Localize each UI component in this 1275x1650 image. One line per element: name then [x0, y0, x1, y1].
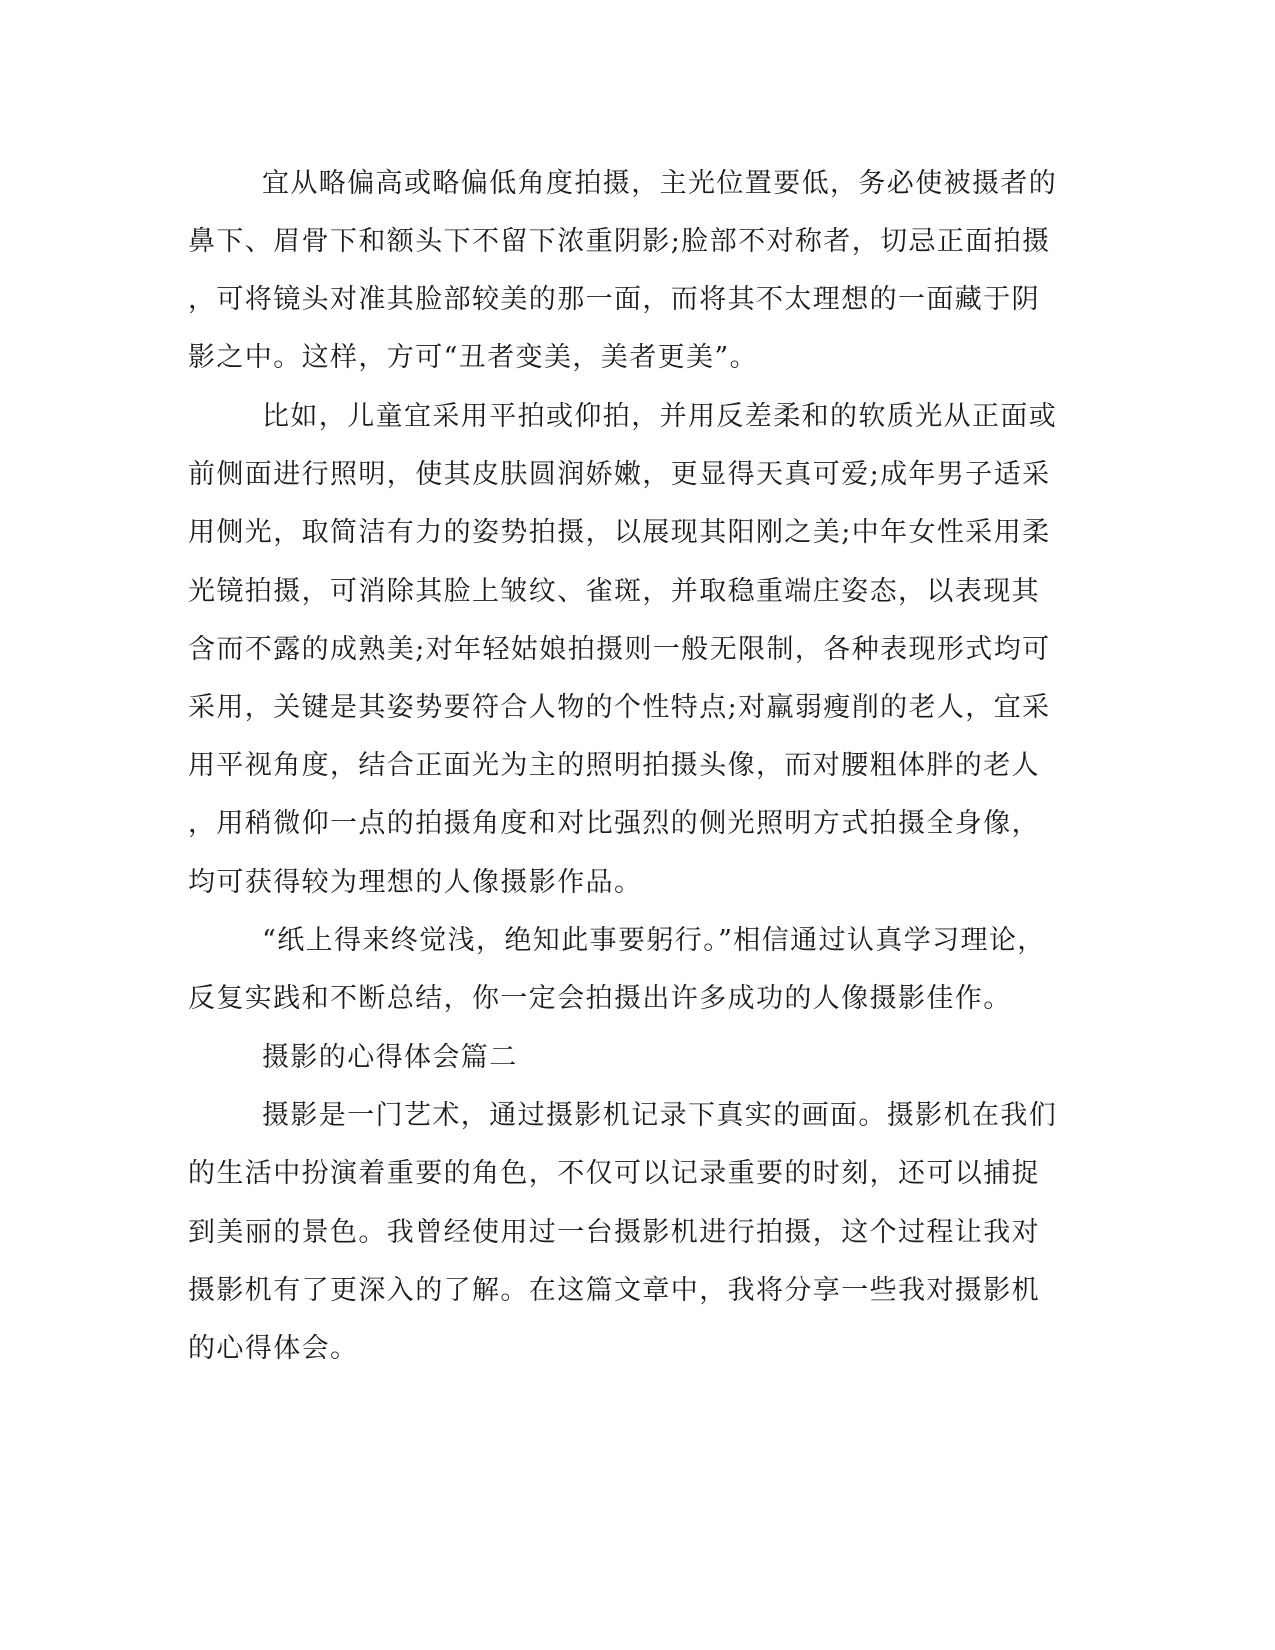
paragraph-5-line-3: 到美丽的景色。我曾经使用过一台摄影机进行拍摄，这个过程让我对	[188, 1217, 1040, 1248]
paragraph-5-line-2: 的生活中扮演着重要的角色，不仅可以记录重要的时刻，还可以捕捉	[188, 1158, 1040, 1189]
paragraph-1-line-2: 鼻下、眉骨下和额头下不留下浓重阴影;脸部不对称者，切忌正面拍摄	[188, 226, 1051, 257]
paragraph-2-line-4: 光镜拍摄，可消除其脸上皱纹、雀斑，并取稳重端庄姿态，以表现其	[188, 576, 1040, 607]
paragraph-5-line-1: 摄影是一门艺术，通过摄影机记录下真实的画面。摄影机在我们	[262, 1100, 1058, 1131]
paragraph-3-line-2: 反复实践和不断总结，你一定会拍摄出许多成功的人像摄影佳作。	[188, 983, 1012, 1014]
paragraph-2-line-9: 均可获得较为理想的人像摄影作品。	[188, 867, 643, 898]
paragraph-2-line-1: 比如，儿童宜采用平拍或仰拍，并用反差柔和的软质光从正面或	[262, 401, 1058, 432]
paragraph-2-line-7: 用平视角度，结合正面光为主的照明拍摄头像，而对腰粗体胖的老人	[188, 750, 1040, 781]
paragraph-5-line-4: 摄影机有了更深入的了解。在这篇文章中，我将分享一些我对摄影机	[188, 1275, 1040, 1306]
paragraph-2-line-6: 采用，关键是其姿势要符合人物的个性特点;对羸弱瘦削的老人，宜采	[188, 692, 1051, 723]
paragraph-3-line-1: “纸上得来终觉浅，绝知此事要躬行。”相信通过认真学习理论，	[262, 925, 1046, 956]
paragraph-2-line-5: 含而不露的成熟美;对年轻姑娘拍摄则一般无限制，各种表现形式均可	[188, 634, 1051, 665]
paragraph-2-line-8: ，用稍微仰一点的拍摄角度和对比强烈的侧光照明方式拍摄全身像，	[188, 808, 1040, 839]
paragraph-1-line-4: 影之中。这样，方可“丑者变美，美者更美”。	[188, 342, 759, 373]
paragraph-1-line-3: ，可将镜头对准其脸部较美的那一面，而将其不太理想的一面藏于阴	[188, 284, 1040, 315]
paragraph-5-line-5: 的心得体会。	[188, 1333, 359, 1364]
paragraph-1-line-1: 宜从略偏高或略偏低角度拍摄，主光位置要低，务必使被摄者的	[262, 168, 1058, 199]
section-heading: 摄影的心得体会篇二	[262, 1042, 518, 1073]
paragraph-2-line-2: 前侧面进行照明，使其皮肤圆润娇嫩，更显得天真可爱;成年男子适采	[188, 459, 1051, 490]
paragraph-2-line-3: 用侧光，取简洁有力的姿势拍摄，以展现其阳刚之美;中年女性采用柔	[188, 517, 1051, 548]
